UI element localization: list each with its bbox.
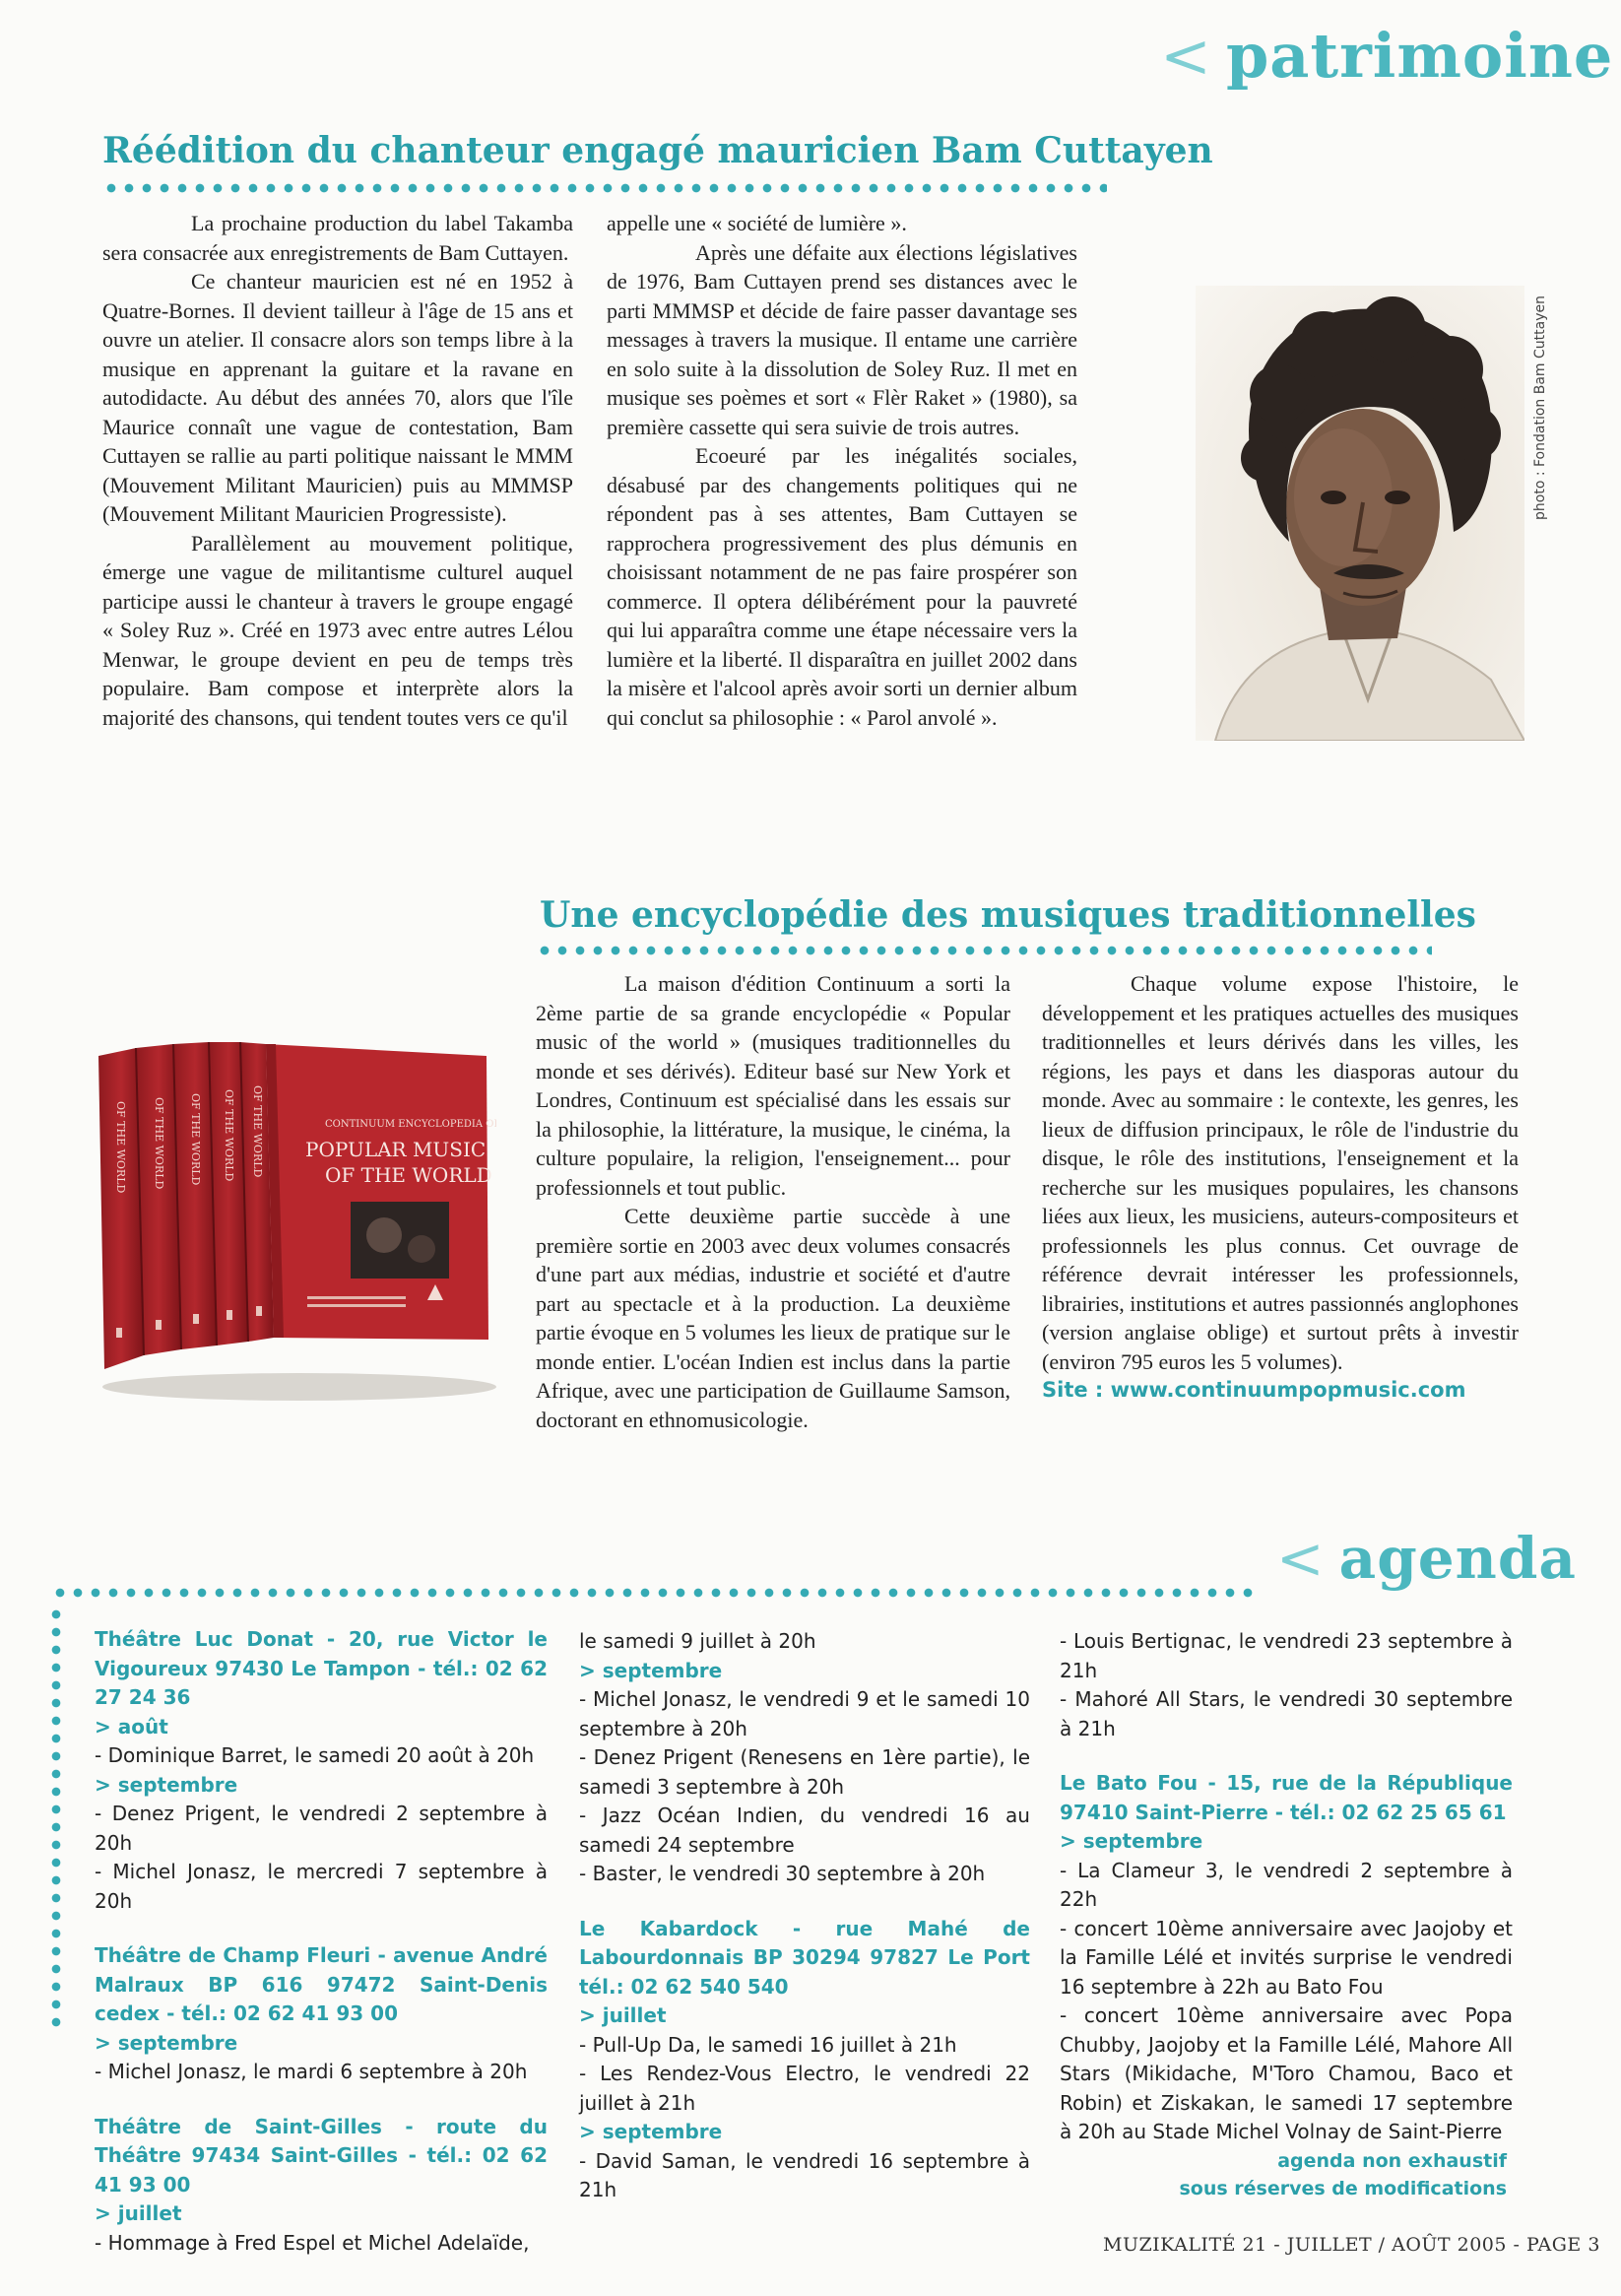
agenda-venue: Théâtre de Saint-Gilles - route du Théâtre 97434 Saint-Gilles - tél.: 02 62 41 93 00 <box>95 2114 548 2197</box>
article2-paragraph: Cette deuxième partie succède à une première sortie en 2003 avec deux volumes consacrés d'une part aux médias, industrie et société et d'autre part au spectacle et à la production. La deuxième partie évoque en 5 volumes les lieux de pratique sur le monde entier. L'océan Indien est inclus dans la partie Afrique, avec une participation de Guillaume Samson, doctorant en ethnomusicologie. <box>536 1204 1010 1432</box>
agenda-event: - concert 10ème anniversaire avec Popa Chubby, Jaojoby et la Famille Lélé, Mahore All Stars (Mikidache, M'Toro Chamou, Baco et Robin) et Ziskakan, le samedi 17 septembre à 20h au Stade Michel Volnay de Saint-Pierre <box>1060 2003 1513 2143</box>
agenda-month: > septembre <box>95 2030 238 2055</box>
page-footer: MUZIKALITÉ 21 - JUILLET / AOÛT 2005 - PAGE 3 <box>1103 2234 1600 2256</box>
article1-column-1 <box>102 209 573 732</box>
article2-column-1 <box>536 969 1010 1434</box>
article1-paragraph: Ce chanteur mauricien est né en 1952 à Quatre-Bornes. Il devient tailleur à l'âge de 15 ans et ouvre un atelier. Il consacre alors son temps libre à la musique en apprenant la guitare et la ravane en autodidacte. Au début des années 70, alors que l'île Maurice connaît une vague de contestation, Bam Cuttayen se rallie au parti politique naissant le MMM (Mouvement Militant Mauricien) puis au MMMSP (Mouvement Militant Mauricien Progressiste). <box>102 269 573 526</box>
spacer <box>1060 1743 1513 1769</box>
agenda-event: - David Saman, le vendredi 16 septembre à 21h <box>579 2148 1030 2201</box>
agenda-event: - Denez Prigent (Renesens en 1ère partie), le samedi 3 septembre à 20h <box>579 1745 1030 1799</box>
agenda-month: > septembre <box>95 1772 238 1797</box>
book-series-label: CONTINUUM ENCYCLOPEDIA OF <box>325 1119 496 1130</box>
book-title-line1: POPULAR MUSIC <box>305 1138 486 1161</box>
book-spine-text: OF THE WORLD <box>114 1101 127 1194</box>
agenda-event: - Michel Jonasz, le vendredi 9 et le samedi 10 septembre à 20h <box>579 1687 1030 1740</box>
agenda-column-3 <box>1060 1627 1513 2147</box>
article1-column-2 <box>607 209 1077 732</box>
agenda-venue: Le Kabardock - rue Mahé de Labourdonnais BP 30294 97827 Le Port tél.: 02 62 540 540 <box>579 1916 1030 1999</box>
book-set-image <box>93 1042 496 1410</box>
article1-paragraph: appelle une « société de lumière ». <box>607 211 907 235</box>
agenda-event: - Baster, le vendredi 30 septembre à 20h <box>579 1862 986 1885</box>
agenda-event: - Denez Prigent, le vendredi 2 septembre à 20h <box>95 1802 548 1855</box>
section-tag-patrimoine <box>1160 20 1613 92</box>
agenda-column-2 <box>579 1627 1030 2205</box>
article1-title: Réédition du chanteur engagé mauricien Bam Cuttayen <box>102 130 1213 171</box>
agenda-disclaimer <box>1064 2147 1507 2202</box>
agenda-event: - Michel Jonasz, le mercredi 7 septembre à 20h <box>95 1860 548 1913</box>
book-spine-text: OF THE WORLD <box>223 1089 235 1182</box>
section-tag-agenda <box>1276 1525 1577 1592</box>
book-spine-text: OF THE WORLD <box>153 1097 165 1190</box>
article2-title: Une encyclopédie des musiques traditionnelles <box>540 894 1476 936</box>
portrait-photo <box>1196 286 1524 741</box>
article2-paragraph: Chaque volume expose l'histoire, le développement et les pratiques actuelles des musiques traditionnelles et leurs dérivés dans les villes, les régions, les pays et dans les diasporas autour du monde. Avec au sommaire : le contexte, les genres, les lieux de diffusion principaux, le rôle de l'industrie du disque, le rôle des institutions, l'enseignement et la recherche sur les musiques populaires, les chansons liées aux lieux, les musiciens, auteurs-compositeurs et professionnels les plus connus. Cet ouvrage de référence devrait intéresser les professionnels, librairies, institutions et autres passionnés anglophones (version anglaise oblige) et surtout prêts à investir (environ 795 euros les 5 volumes). <box>1042 971 1519 1374</box>
section-marker: < <box>1160 20 1212 92</box>
article2-column-2 <box>1042 969 1519 1406</box>
agenda-event: - Mahoré All Stars, le vendredi 30 septembre à 21h <box>1060 1687 1513 1740</box>
agenda-event: - La Clameur 3, le vendredi 2 septembre à 22h <box>1060 1858 1513 1911</box>
section-title-agenda: agenda <box>1338 1525 1577 1592</box>
agenda-disclaimer-line: sous réserves de modifications <box>1179 2178 1507 2199</box>
portrait-illustration <box>1196 286 1524 741</box>
article1-paragraph: Après une défaite aux élections législatives de 1976, Bam Cuttayen prend ses distances avec le parti MMMSP et décide de faire passer davantage ses messages à travers la musique. Il entame une carrière en solo suite à la dissolution de Soley Ruz. Il met en musique ses poèmes et sort « Flèr Raket » (1980), sa première cassette qui sera suivie de trois autres. <box>607 239 1077 439</box>
article1-divider <box>102 183 1107 193</box>
agenda-event: - Louis Bertignac, le vendredi 23 septembre à 21h <box>1060 1629 1513 1682</box>
agenda-column-1 <box>95 1625 548 2258</box>
article2-website-link[interactable]: Site : www.continuumpopmusic.com <box>1042 1378 1466 1402</box>
spacer <box>95 2087 548 2113</box>
agenda-month: > juillet <box>579 2003 667 2027</box>
agenda-event: - Dominique Barret, le samedi 20 août à 20h <box>95 1743 535 1767</box>
agenda-month: > juillet <box>95 2201 182 2225</box>
agenda-event: - Les Rendez-Vous Electro, le vendredi 22 juillet à 21h <box>579 2062 1030 2115</box>
agenda-event: - Hommage à Fred Espel et Michel Adelaïde, <box>95 2230 530 2255</box>
book-title-line2: OF THE WORLD <box>325 1163 492 1187</box>
article2-paragraph: La maison d'édition Continuum a sorti la 2ème partie de sa grande encyclopédie « Popular music of the world » (musiques traditionnelles du monde et ses dérivés). Editeur basé sur New York et Londres, Continuum est spécialisé dans les essais sur la philosophie, la littérature, la musique, le cinéma, la culture populaire, la religion, l'enseignement... pour professionnels et tout public. <box>536 971 1010 1200</box>
book-spines <box>98 1042 274 1369</box>
agenda-venue: Théâtre Luc Donat - 20, rue Victor le Vigoureux 97430 Le Tampon - tél.: 02 62 27 24 36 <box>95 1627 548 1709</box>
agenda-event: - Pull-Up Da, le samedi 16 juillet à 21h <box>579 2032 957 2057</box>
spacer <box>579 1889 1030 1915</box>
article1-paragraph: Parallèlement au mouvement politique, émerge une vague de militantisme culturel auquel participe aussi le chanteur à travers le groupe engagé « Soley Ruz ». Créé en 1973 avec entre autres Lélou Menwar, le groupe devient en peu de temps très populaire. Bam compose et interprète alors la majorité des chansons, qui tendent toutes vers ce qu'il <box>102 530 573 730</box>
book-spine-text: OF THE WORLD <box>189 1093 202 1186</box>
photo-credit: photo : Fondation Bam Cuttayen <box>1532 295 1548 520</box>
agenda-event: le samedi 9 juillet à 20h <box>579 1629 816 1653</box>
agenda-month: > septembre <box>579 1658 723 1682</box>
book-spine-text: OF THE WORLD <box>251 1085 264 1178</box>
agenda-month: > septembre <box>579 2120 723 2143</box>
agenda-venue: Le Bato Fou - 15, rue de la République 97410 Saint-Pierre - tél.: 02 62 25 65 61 <box>1060 1771 1513 1824</box>
agenda-divider <box>51 1588 1253 1598</box>
spacer <box>95 1916 548 1941</box>
book-set-illustration <box>93 1042 496 1410</box>
agenda-event: - concert 10ème anniversaire avec Jaojoby et la Famille Lélé et invités surprise le vendredi 16 septembre à 22h au Bato Fou <box>1060 1916 1513 1999</box>
agenda-month: > septembre <box>1060 1829 1203 1853</box>
section-title-patrimoine: patrimoine <box>1225 20 1614 92</box>
agenda-event: - Michel Jonasz, le mardi 6 septembre à 20h <box>95 2060 528 2083</box>
agenda-venue: Théâtre de Champ Fleuri - avenue André Malraux BP 616 97472 Saint-Denis cedex - tél.: 02 62 41 93 00 <box>95 1943 548 2025</box>
article1-paragraph: Ecoeuré par les inégalités sociales, désabusé par des changements politiques qui ne répondent pas à ses attentes, Bam Cuttayen se rapprochera progressivement des plus démunis en choisissant notamment de ne pas faire prospérer son commerce. Il optera délibérément pour la pauvreté qui lui apparaîtra comme une étape nécessaire vers la lumière et la liberté. Il disparaîtra en juillet 2002 dans la misère et l'alcool après avoir sorti un dernier album qui conclut sa philosophie : « Parol anvolé ». <box>607 443 1077 730</box>
agenda-side-rule <box>51 1606 61 2035</box>
section-marker: < <box>1276 1525 1326 1592</box>
article1-paragraph: La prochaine production du label Takamba sera consacrée aux enregistrements de Bam Cuttayen. <box>102 211 573 265</box>
agenda-month: > août <box>95 1714 168 1738</box>
agenda-event: - Jazz Océan Indien, du vendredi 16 au samedi 24 septembre <box>579 1804 1030 1857</box>
article2-divider <box>536 946 1432 955</box>
agenda-disclaimer-line: agenda non exhaustif <box>1277 2150 1507 2172</box>
